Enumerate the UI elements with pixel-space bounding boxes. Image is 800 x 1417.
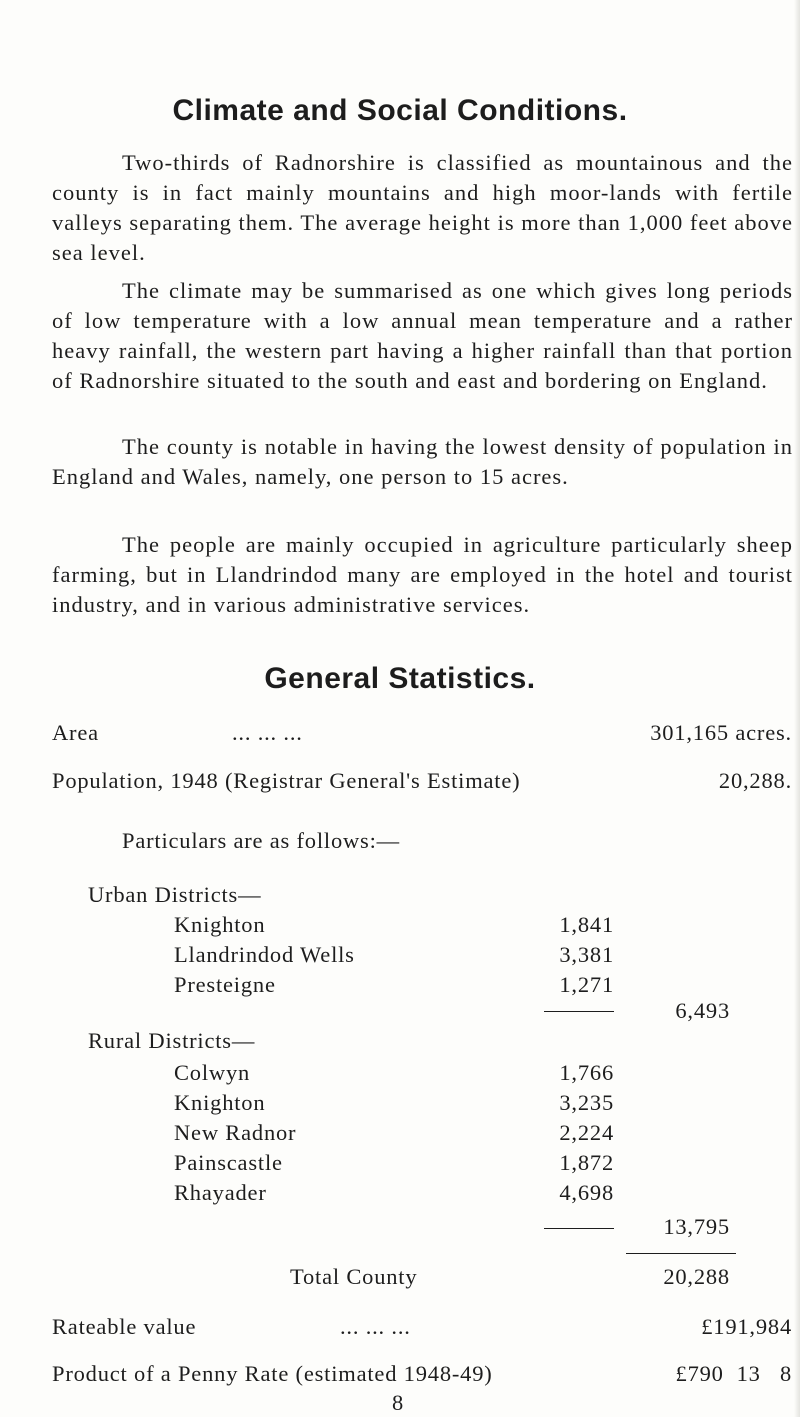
page-edge-shadow: [794, 0, 800, 1417]
particulars-intro: Particulars are as follows:—: [122, 828, 400, 853]
district-value: 1,766: [559, 1060, 614, 1085]
subtotal-rule: [544, 1228, 614, 1229]
total-rule: [626, 1253, 736, 1254]
population-value: 20,288.: [718, 768, 792, 793]
district-value: 1,872: [559, 1150, 614, 1175]
district-name: Rhayader: [174, 1180, 267, 1205]
page-title: Climate and Social Conditions.: [172, 94, 628, 127]
population-label: Population, 1948 (Registrar General's Estimate): [52, 768, 521, 793]
district-name: Knighton: [174, 912, 266, 937]
rural-heading: Rural Districts—: [88, 1028, 256, 1053]
district-name: Painscastle: [174, 1150, 283, 1175]
district-value: 1,271: [559, 972, 614, 997]
rural-subtotal: 13,795: [663, 1214, 730, 1239]
paragraph-climate: The climate may be summarised as one which gives long periods of low temperature with a low annual mean temperature and a rather heavy rainfall, the western part having a higher rainfall than that portion of Radnorshire situated to the south and east and bordering on England.: [52, 278, 793, 393]
area-value: 301,165 acres.: [650, 720, 792, 745]
paragraph-density: The county is notable in having the lowest density of population in England and Wales, namely, one person to 15 acres.: [52, 434, 793, 489]
district-name: Presteigne: [174, 972, 276, 997]
district-value: 2,224: [559, 1120, 614, 1145]
page-number: 8: [392, 1390, 405, 1415]
district-name: Llandrindod Wells: [174, 942, 355, 967]
penny-rate-label: Product of a Penny Rate (estimated 1948-49): [52, 1361, 493, 1386]
total-value: 20,288: [663, 1264, 730, 1289]
area-dots: ... ... ...: [232, 720, 303, 745]
paragraph-occupation: The people are mainly occupied in agriculture particularly sheep farming, but in Llandrindod many are employed in the hotel and tourist industry, and in various administrative services.: [52, 532, 793, 617]
rateable-dots: ... ... ...: [340, 1314, 411, 1339]
district-name: Colwyn: [174, 1060, 251, 1085]
district-value: 4,698: [559, 1180, 614, 1205]
rateable-label: Rateable value: [52, 1314, 197, 1339]
stats-heading: General Statistics.: [264, 662, 536, 695]
district-value: 3,381: [559, 942, 614, 967]
subtotal-rule: [544, 1011, 614, 1012]
district-value: 3,235: [559, 1090, 614, 1115]
urban-heading: Urban Districts—: [88, 882, 262, 907]
paragraph-terrain: Two-thirds of Radnorshire is classified as mountainous and the county is in fact mainly mountains and high moor-lands with fertile valleys separating them. The average height is more than 1,000 feet above sea level.: [52, 150, 793, 265]
rateable-value: £191,984: [701, 1314, 792, 1339]
total-label: Total County: [290, 1264, 418, 1289]
district-value: 1,841: [559, 912, 614, 937]
area-label: Area: [52, 720, 99, 745]
district-name: Knighton: [174, 1090, 266, 1115]
district-name: New Radnor: [174, 1120, 297, 1145]
penny-rate-value: £790 13 8: [675, 1361, 792, 1386]
urban-subtotal: 6,493: [675, 998, 730, 1023]
